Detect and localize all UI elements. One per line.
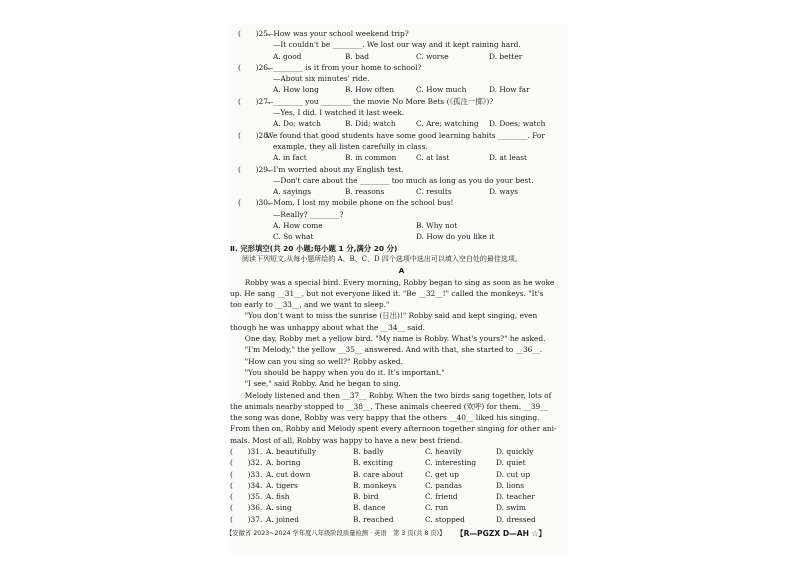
page-footer	[226, 528, 565, 539]
option-b: B. bird	[353, 492, 379, 502]
option-row	[238, 220, 565, 231]
question-line2	[238, 209, 565, 220]
option-d: D. cut up	[496, 469, 531, 479]
question-number: ( )26.	[238, 62, 271, 72]
passage-text: up. He sang __31__, but not everyone liked it. "Be __32__!" called the monkeys. "It's	[230, 288, 544, 298]
option-d: D. swim	[496, 503, 526, 513]
passage-text: "I'm Melody," the yellow __35__ answered. And with that, she started to __36__.	[230, 345, 543, 355]
option-c: C. How much	[416, 85, 467, 95]
option-b: B. reasons	[345, 187, 385, 197]
question-stem-cont: —Yes, I did. I watched it last week.	[273, 108, 405, 118]
option-b: B. dance	[353, 503, 386, 513]
option-c: C. friend	[425, 492, 458, 502]
question-28	[238, 130, 565, 141]
option-c: C. results	[416, 187, 452, 197]
section-title	[230, 243, 565, 254]
passage-line	[230, 356, 565, 367]
question-stem-cont: —Don't care about the ________ too much as long as you do your best.	[273, 175, 534, 185]
option-b: B. bad	[345, 51, 369, 61]
option-a: A. tigers	[266, 480, 298, 490]
passage-text: "You should be happy when you do it. It's important."	[230, 367, 445, 377]
exam-page	[226, 24, 568, 554]
option-c: C. run	[425, 503, 449, 513]
footer-code: 【R—PGZX D—AH ☆】	[456, 529, 547, 539]
passage-line	[230, 401, 565, 412]
passage-line	[230, 423, 565, 434]
passage-line	[230, 435, 565, 446]
option-d: D. at least	[489, 153, 527, 163]
option-d: D. How far	[489, 85, 530, 95]
passage-line	[230, 322, 565, 333]
option-b: B. Why not	[416, 221, 458, 231]
option-a: A. in fact	[273, 153, 307, 163]
question-25	[238, 28, 565, 39]
question-line2	[238, 39, 565, 50]
passage-text: Melody listened and then __37__ Robby. When the two birds sang together, lots of	[230, 390, 552, 400]
option-d: D. better	[489, 51, 523, 61]
passage-text: One day, Robby met a yellow bird. "My name is Robby. What's yours?" he asked.	[230, 334, 546, 344]
passage-line	[230, 367, 565, 378]
passage-text: "I see," said Robby. And he began to sing.	[230, 379, 401, 389]
option-d: D. Does; watch	[489, 119, 546, 129]
passage-line	[230, 299, 565, 310]
option-row	[238, 152, 565, 163]
question-stem: —I'm worried about my English test.	[266, 164, 404, 174]
question-stem: —How was your school weekend trip?	[266, 29, 409, 38]
option-b: B. exciting	[353, 458, 393, 468]
passage-line	[230, 378, 565, 389]
passage-line	[230, 310, 565, 321]
question-stem: —________ is it from your home to school?	[266, 62, 422, 72]
passage-text: the animals nearby stopped to __38__. These animals cheered (欢呼) for them. __39__	[230, 401, 548, 411]
option-d: D. lions	[496, 480, 525, 490]
option-b: B. in common	[345, 153, 397, 163]
option-row	[238, 118, 565, 129]
question-number: ( )25.	[238, 29, 271, 38]
passage-text: though he was unhappy about what the __34__ said.	[230, 322, 425, 332]
option-a: A. cut down	[266, 469, 311, 479]
option-c: C. Are; watching	[416, 119, 479, 129]
passage-label	[238, 265, 565, 276]
option-row	[238, 84, 565, 95]
question-number: ( )37.	[230, 514, 263, 524]
option-d: D. ways	[489, 187, 519, 197]
passage-text: "You don't want to miss the sunrise (日出)!" Robby said and kept singing, even	[230, 311, 538, 321]
cloze-question	[230, 502, 565, 513]
option-a: A. sayings	[273, 187, 312, 197]
question-30	[238, 197, 565, 208]
question-number: ( )33.	[230, 469, 263, 479]
option-b: B. monkeys	[353, 480, 397, 490]
question-number: ( )28.	[238, 130, 271, 140]
passage-text: From then on, Robby and Melody spent every afternoon together singing for other ani-	[230, 424, 557, 434]
option-a: A. beautifully	[266, 446, 317, 456]
passage-label: A	[398, 266, 405, 276]
option-c: C. stopped	[425, 514, 465, 524]
question-number: ( )31.	[230, 446, 263, 456]
option-b: B. How often	[345, 85, 394, 95]
question-number: ( )27.	[238, 96, 271, 106]
option-a: A. joined	[266, 514, 300, 524]
option-d: D. quiet	[496, 458, 526, 468]
option-row	[238, 231, 565, 242]
question-stem-cont: example, they all listen carefully in class.	[273, 141, 428, 151]
passage-text: mals. Most of all, Robby was happy to have a new best friend.	[230, 435, 463, 445]
option-b: B. reached	[353, 514, 394, 524]
cloze-question	[230, 469, 565, 480]
option-a: A. Do; watch	[273, 119, 321, 129]
cloze-question	[230, 457, 565, 468]
option-row	[238, 51, 565, 62]
option-row	[238, 186, 565, 197]
question-line2	[238, 73, 565, 84]
option-d: D. quickly	[496, 446, 534, 456]
question-line2	[238, 175, 565, 186]
option-b: B. Did; watch	[345, 119, 396, 129]
cloze-question	[230, 480, 565, 491]
option-d: D. How do you like it	[416, 232, 495, 242]
passage-text: the song was done, Robby was very happy that the others __40__ liked his singing.	[230, 413, 540, 423]
question-27	[238, 96, 565, 107]
option-c: C. at last	[416, 153, 450, 163]
option-a: A. good	[273, 51, 302, 61]
question-number: ( )32.	[230, 458, 263, 468]
option-c: C. get up	[425, 469, 460, 479]
passage-text: too early to __33__, and we want to sleep."	[230, 300, 390, 310]
passage-text: Robby was a special bird. Every morning, Robby began to sing as soon as he woke	[230, 277, 555, 287]
option-d: D. teacher	[496, 492, 535, 502]
passage-line	[230, 412, 565, 423]
question-number: ( )36.	[230, 503, 263, 513]
option-c: C. interesting	[425, 458, 477, 468]
section-instructions: 阅读下列短文,从每小题所给的 A、B、C、D 四个选项中选出可以填入空白处的最佳选项。	[242, 254, 522, 263]
question-number: ( )35.	[230, 492, 263, 502]
footer-text: 【安徽省 2023~2024 学年度八年级阶段质量检测 · 英语 第 3 页(共 8 页)】	[226, 530, 446, 538]
question-26	[238, 62, 565, 73]
question-number: ( )29.	[238, 164, 271, 174]
option-b: B. care about	[353, 469, 404, 479]
option-d: D. dressed	[496, 514, 536, 524]
question-stem: —Mom, I lost my mobile phone on the school bus!	[266, 198, 454, 208]
passage-line	[230, 344, 565, 355]
option-c: C. So what	[273, 232, 314, 242]
option-b: B. badly	[353, 446, 384, 456]
question-line2	[238, 141, 565, 152]
exam-content	[226, 28, 565, 539]
passage-line	[230, 333, 565, 344]
question-stem-cont: —It couldn't be ________. We lost our way and it kept raining hard.	[273, 40, 521, 50]
question-29	[238, 164, 565, 175]
question-stem-cont: —About six minutes' ride.	[273, 74, 370, 84]
question-line2	[238, 107, 565, 118]
section-instructions	[238, 254, 565, 265]
passage-line	[230, 390, 565, 401]
passage-text: "How can you sing so well?" Robby asked.	[230, 356, 403, 366]
option-a: A. fish	[266, 492, 290, 502]
question-stem-cont: —Really? ________?	[273, 209, 344, 219]
question-stem: We found that good students have some good learning habits ________. For	[266, 130, 545, 140]
option-c: C. pandas	[425, 480, 462, 490]
cloze-question	[230, 446, 565, 457]
question-number: ( )34.	[230, 480, 263, 490]
option-a: A. boring	[266, 458, 301, 468]
option-c: C. heavily	[425, 446, 462, 456]
section-title: Ⅱ. 完形填空(共 20 小题;每小题 1 分,满分 20 分)	[230, 243, 398, 253]
option-a: A. How long	[273, 85, 319, 95]
option-c: C. worse	[416, 51, 449, 61]
passage-line	[230, 277, 565, 288]
cloze-question	[230, 514, 565, 525]
cloze-question	[230, 491, 565, 502]
passage-line	[230, 288, 565, 299]
option-a: A. sing	[266, 503, 292, 513]
question-number: ( )30.	[238, 198, 271, 208]
option-a: A. How come	[273, 221, 323, 231]
question-stem: —________ you ________ the movie No More Bets (《孤注一掷》)?	[266, 96, 494, 106]
